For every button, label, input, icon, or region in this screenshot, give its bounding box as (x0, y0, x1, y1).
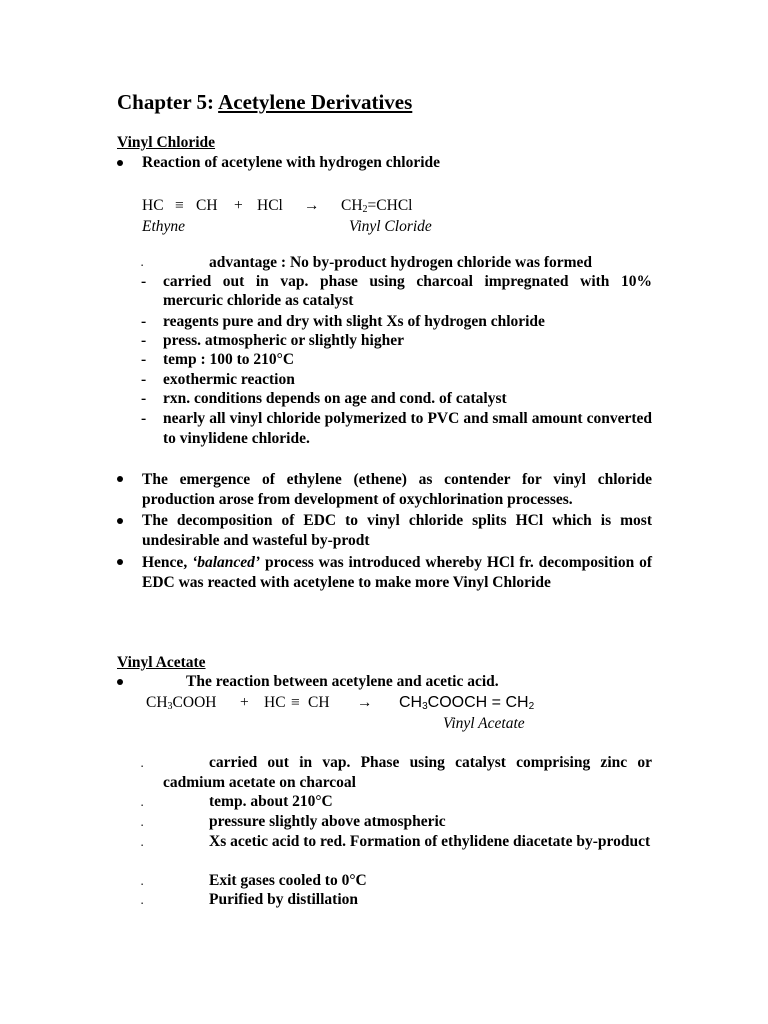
dash-marker: - (141, 390, 147, 407)
triple-bond-symbol: ≡ (175, 197, 184, 214)
arrow-icon: → (304, 197, 320, 214)
chapter-title (117, 89, 412, 115)
eq2-psub2: 2 (528, 701, 535, 712)
section-heading-vinyl-chloride: Vinyl Chloride (117, 134, 216, 151)
chapter-prefix: Chapter 5: (117, 90, 219, 114)
small-bullet-icon: . (141, 818, 144, 828)
va-intro: The reaction between acetylene and acetic acid. (186, 673, 499, 690)
eq2-psub1: 3 (422, 701, 428, 712)
eq-product (341, 196, 412, 215)
eq2-peq: = (487, 694, 506, 711)
balanced-post: process was introduced whereby HCl fr. decomposition of EDC was reacted with acetylene to make more Vinyl Chloride (142, 554, 653, 591)
eq2-product (399, 693, 534, 712)
dash-marker: - (141, 410, 147, 427)
vc-advantage: advantage : No by-product hydrogen chloride was formed (209, 254, 593, 271)
eq-product-ch: CH (341, 197, 363, 214)
bullet-icon (117, 518, 123, 524)
vc-point-1-line2: mercuric chloride as catalyst (163, 292, 354, 309)
vc-point-2: reagents pure and dry with slight Xs of hydrogen chloride (163, 313, 545, 330)
eq2-plus: + (240, 694, 249, 711)
vc-point-1-line1: carried out in vap. phase using charcoal impregnated with 10% (163, 273, 652, 290)
small-bullet-icon: . (141, 258, 144, 268)
small-bullet-icon: . (141, 798, 144, 808)
eq2-label-vinyl-acetate: Vinyl Acetate (443, 715, 525, 732)
eq-product-rest: =CHCl (367, 197, 413, 214)
vc-intro: Reaction of acetylene with hydrogen chloride (142, 154, 441, 171)
small-bullet-icon: . (141, 759, 144, 769)
bullet-icon (117, 160, 123, 166)
dash-marker: - (141, 371, 147, 388)
eq2-pb: COOCH (427, 694, 488, 711)
va-point-3: pressure slightly above atmospheric (209, 813, 446, 830)
eq2-hc: HC (264, 694, 286, 711)
eq-label-vinyl-chloride: Vinyl Cloride (349, 218, 432, 235)
vc-bullet-2: The decomposition of EDC to vinyl chloride splits HCl which is most undesirable and wasteful by-prodt (142, 512, 652, 549)
bullet-icon (117, 559, 123, 565)
balanced-pre: Hence, (142, 554, 193, 571)
vc-point-4: temp : 100 to 210°C (163, 351, 295, 368)
eq2-pa: CH (399, 694, 423, 711)
balanced-emph: ‘balanced’ (192, 554, 261, 571)
bullet-icon (117, 679, 123, 685)
va-point-5: Exit gases cooled to 0°C (209, 872, 367, 889)
chapter-title-text: Acetylene Derivatives (218, 90, 413, 114)
eq-reactant-ch: CH (196, 197, 218, 214)
va-point-4: Xs acetic acid to red. Formation of ethylidene diacetate by-product (209, 833, 651, 850)
dash-marker: - (141, 313, 147, 330)
vc-point-5: exothermic reaction (163, 371, 295, 388)
triple-bond-symbol: ≡ (291, 694, 300, 711)
vc-point-6: rxn. conditions depends on age and cond. of catalyst (163, 390, 507, 407)
eq2-pc: CH (505, 694, 529, 711)
dash-marker: - (141, 273, 147, 290)
eq-product-sub: 2 (362, 204, 368, 215)
small-bullet-icon: . (141, 877, 144, 887)
eq2-r1sub: 3 (167, 701, 173, 712)
va-point-6: Purified by distillation (209, 891, 358, 908)
arrow-icon: → (357, 694, 373, 711)
eq-reactant-hcl: HCl (257, 197, 283, 214)
small-bullet-icon: . (141, 838, 144, 848)
vc-point-3: press. atmospheric or slightly higher (163, 332, 404, 349)
dash-marker: - (141, 351, 147, 368)
eq-reactant-hc: HC (142, 197, 164, 214)
vc-point-7: nearly all vinyl chloride polymerized to PVC and small amount converted to vinylidene chloride. (163, 410, 652, 447)
small-bullet-icon: . (141, 896, 144, 906)
va-point-2: temp. about 210°C (209, 793, 333, 810)
vc-bullet-3 (142, 553, 652, 592)
eq2-reactant-acetic (146, 693, 216, 712)
eq2-r1b: COOH (172, 694, 217, 711)
dash-marker: - (141, 332, 147, 349)
eq2-ch: CH (308, 694, 330, 711)
bullet-icon (117, 476, 123, 482)
eq2-r1a: CH (146, 694, 168, 711)
va-point-1: carried out in vap. Phase using catalyst comprising zinc or cadmium acetate on charcoal (163, 754, 652, 791)
section-heading-vinyl-acetate: Vinyl Acetate (117, 654, 206, 671)
vc-bullet-1: The emergence of ethylene (ethene) as contender for vinyl chloride production arose from development of oxychlorination processes. (142, 471, 652, 508)
eq-plus: + (234, 197, 243, 214)
eq-label-ethyne: Ethyne (142, 218, 186, 235)
